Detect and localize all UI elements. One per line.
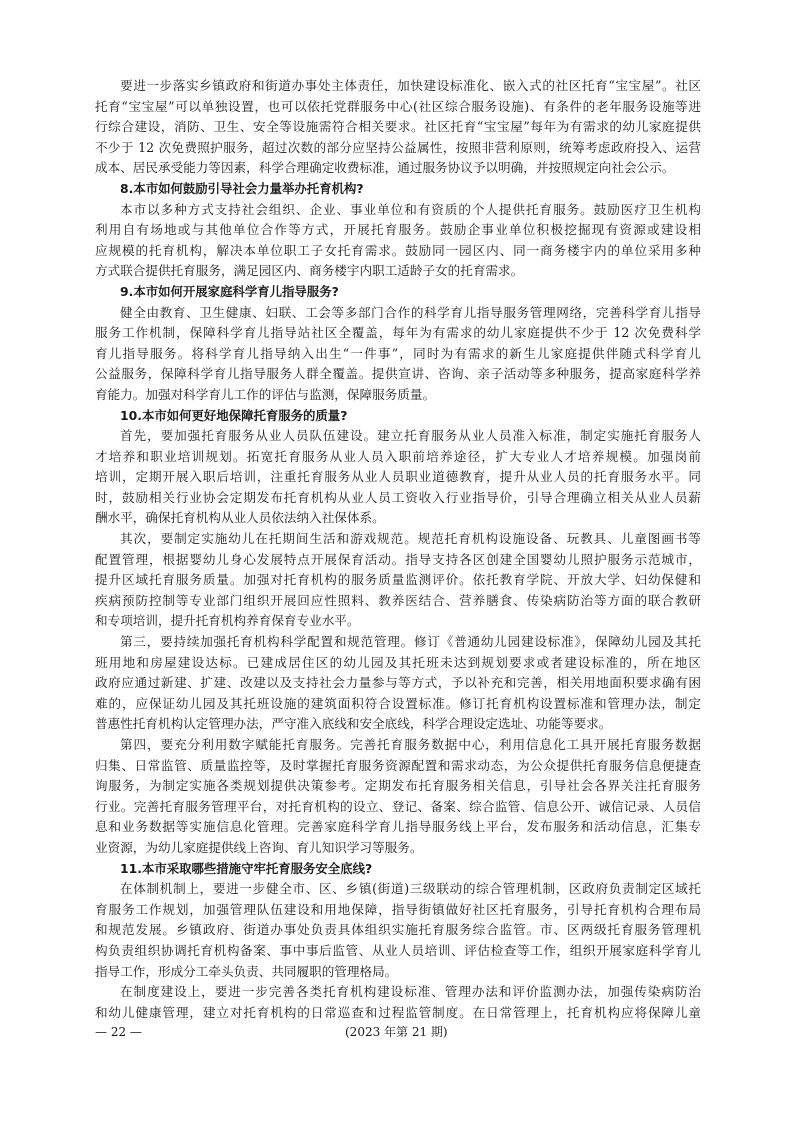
paragraph-line: 不少于 12 次免费照护服务，超过次数的部分应坚持公益属性，按照非营利原则，统筹考虑政府投入、运营 [95,139,701,155]
paragraph-line: 配置管理，根据婴幼儿身心发展特点开展保育活动。指导支持各区创建全国婴幼儿照护服务示范城市， [95,551,701,567]
document-body [95,76,701,1023]
paragraph-line: 应规模的托育机构，解决本单位职工子女托育需求。鼓励同一园区内、同一商务楼宇内的单位采用多种 [95,242,701,258]
paragraph-line: 难的，应保证幼儿园及其托班设施的建筑面积符合设置标准。修订托育机构设置标准和管理办法，制定 [95,695,701,711]
paragraph-line: 息和业务数据等实施信息化管理。完善家庭科学育儿指导服务线上平台，发布服务和活动信息，汇集专 [95,819,701,835]
paragraph-line: 托育“宝宝屋”可以单独设置，也可以依托党群服务中心(社区综合服务设施)、有条件的老年服务设施等进 [95,98,701,114]
paragraph-line: 构负责组织协调托育机构备案、事中事后监管、从业人员培训、评估检查等工作，组织开展家庭科学育儿 [95,942,701,958]
paragraph-line: 首先，要加强托育服务从业人员队伍建设。建立托育服务从业人员准入标准，制定实施托育服务人 [120,428,701,444]
paragraph-line: 健全由教育、卫生健康、妇联、工会等多部门合作的科学育儿指导服务管理网络，完善科学育儿指导 [120,304,701,320]
paragraph-line: 培训，定期开展入职后培训，注重托育服务从业人员职业道德教育，提升从业人员的托育服务水平。同 [95,469,701,485]
issue-label: (2023 年第 21 期) [345,1025,448,1039]
paragraph-line: 业资源，为幼儿家庭提供线上咨询、育儿知识学习等服务。 [95,839,423,855]
paragraph-line: 班用地和房屋建设达标。已建成居住区的幼儿园及其托班未达到规划要求或者建设标准的，所在地区 [95,654,701,670]
paragraph-line: 和幼儿健康管理，建立对托育机构的日常巡查和过程监管制度。在日常管理上，托育机构应将保障儿童 [95,1004,701,1020]
paragraph-line: 行业。完善托育服务管理平台，对托育机构的设立、登记、备案、综合监管、信息公开、诚信记录、人员信 [95,798,701,814]
paragraph-line: 第三，要持续加强托育机构科学配置和规范管理。修订《普通幼儿园建设标准》，保障幼儿园及其托 [120,634,701,650]
paragraph-line: 其次，要制定实施幼儿在托期间生活和游戏规范。规范托育机构设施设备、玩教具、儿童图画书等 [120,531,701,547]
paragraph-line: 本市以多种方式支持社会组织、企业、事业单位和有资质的个人提供托育服务。鼓励医疗卫生机构 [120,201,701,217]
paragraph-line: 指导工作，形成分工牵头负责、共同履职的管理格局。 [95,963,398,979]
paragraph-line: 政府应通过新建、扩建、改建以及支持社会力量参与等方式，予以补充和完善，相关用地面积要求确有困 [95,675,701,691]
paragraph-line: 在体制机制上，要进一步健全市、区、乡镇(街道)三级联动的综合管理机制，区政府负责制定区域托 [120,881,701,897]
section-heading: 8.本市如何鼓励引导社会力量举办托育机构? [120,180,364,196]
paragraph-line: 第四，要充分利用数字赋能托育服务。完善托育服务数据中心，利用信息化工具开展托育服务数据 [120,737,701,752]
paragraph-line: 育儿指导服务。将科学育儿指导纳入出生“一件事”，同时为有需求的新生儿家庭提供伴随式科学育儿 [95,345,701,361]
paragraph-line: 和规范发展。乡镇政府、街道办事处负责具体组织实施托育服务综合监管。市、区两级托育服务管理机 [95,922,701,938]
paragraph-line: 和专项培训，提升托育机构养育保育专业水平。 [95,613,360,629]
paragraph-line: 公益服务，保障科学育儿指导服务人群全覆盖。提供宣讲、咨询、亲子活动等多种服务，提高家庭科学养 [95,366,701,382]
page-number: — 22 — [95,1025,142,1039]
paragraph-line: 育服务工作规划，加强管理队伍建设和用地保障，指导街镇做好社区托育服务，引导托育机构合理布局 [95,901,701,917]
paragraph-line: 时，鼓励相关行业协会定期发布托育机构从业人员工资收入行业指导价，引导合理确立相关从业人员薪 [95,489,701,505]
paragraph-line: 普惠性托育机构认定管理办法，严守准入底线和安全底线，科学合理设定选址、功能等要求。 [95,716,612,732]
paragraph-line: 疾病预防控制等专业部门组织开展回应性照料、教养医结合、营养膳食、传染病防治等方面的联合教研 [95,592,701,608]
paragraph-line: 提升区域托育服务质量。加强对托育机构的服务质量监测评价。依托教育学院、开放大学、妇幼保健和 [95,572,701,588]
page-footer [95,1022,701,1042]
paragraph-line: 方式联合提供托育服务，满足园区内、商务楼宇内职工适龄子女的托育需求。 [95,263,524,279]
paragraph-line: 利用自有场地或与其他单位合作等方式，开展托育服务。鼓励企事业单位积极挖掘现有资源或建设相 [95,222,701,238]
paragraph-line: 服务工作机制，保障科学育儿指导站社区全覆盖，每年为有需求的幼儿家庭提供不少于 12 次免费科学 [95,325,701,341]
paragraph-line: 育能力。加强对科学育儿工作的评估与监测，保障服务质量。 [95,386,436,402]
paragraph-line: 行综合建设，消防、卫生、安全等设施需符合相关要求。社区托育“宝宝屋”每年为有需求的幼儿家庭提供 [95,119,701,135]
section-heading: 9.本市如何开展家庭科学育儿指导服务? [120,283,339,299]
paragraph-line: 酬水平，确保托育机构从业人员依法纳入社保体系。 [95,510,385,526]
paragraph-line: 归集、日常监管、质量监控等，及时掌握托育服务资源配置和需求动态，为公众提供托育服务信息便捷查 [95,757,701,773]
paragraph-line: 在制度建设上，要进一步完善各类托育机构建设标准、管理办法和评价监测办法，加强传染病防治 [120,984,701,1000]
section-heading: 11.本市采取哪些措施守牢托育服务安全底线? [120,860,373,876]
paragraph-line: 才培养和职业培训规划。拓宽托育服务从业人员入职前培养途径，扩大专业人才培养规模。加强岗前 [95,448,701,464]
section-heading: 10.本市如何更好地保障托育服务的质量? [120,407,348,423]
paragraph-line: 询服务，为制定实施各类规划提供决策参考。定期发布托育服务相关信息，引导社会各界关注托育服务 [95,778,701,794]
paragraph-line: 成本、居民承受能力等因素，科学合理确定收费标准，通过服务协议予以明确，并按照规定向社会公示。 [95,160,675,176]
paragraph-line: 要进一步落实乡镇政府和街道办事处主体责任，加快建设标准化、嵌入式的社区托育“宝宝屋”。社区 [120,78,701,93]
